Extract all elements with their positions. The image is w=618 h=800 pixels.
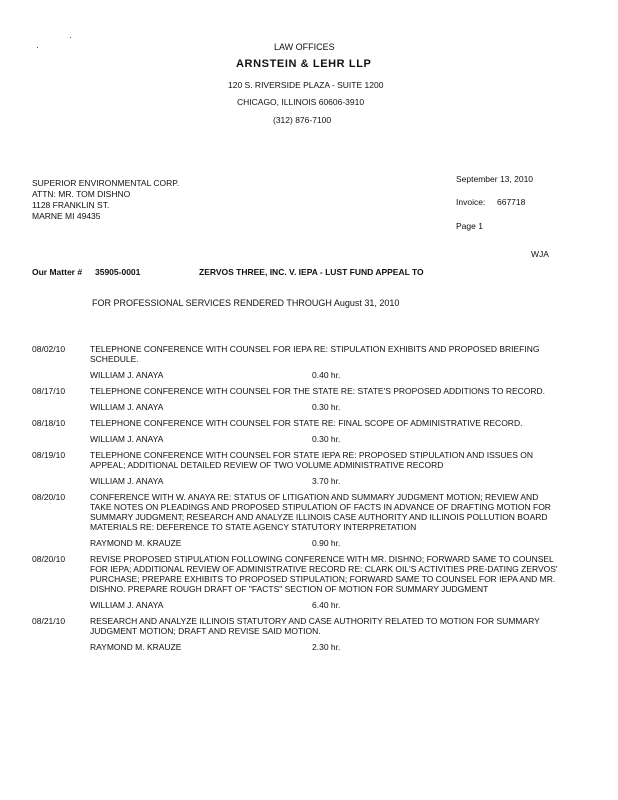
letterhead-heading: LAW OFFICES (274, 42, 335, 52)
entry-date: 08/21/10 (32, 616, 66, 626)
entry-hours: 0.30 hr. (312, 402, 341, 412)
firm-phone: (312) 876-7100 (273, 115, 332, 125)
time-entry (32, 616, 592, 652)
scan-speck (70, 37, 71, 38)
entry-attorney: WILLIAM J. ANAYA (90, 370, 164, 380)
invoice-date: September 13, 2010 (456, 174, 534, 184)
entry-attorney: WILLIAM J. ANAYA (90, 600, 164, 610)
entry-hours: 0.30 hr. (312, 434, 341, 444)
time-entries (32, 344, 592, 658)
entry-hours: 2.30 hr. (312, 642, 341, 652)
invoice-label: Invoice: (456, 197, 486, 207)
firm-address-line2: CHICAGO, ILLINOIS 60606-3910 (237, 97, 365, 107)
scan-speck (37, 47, 38, 48)
entry-hours: 6.40 hr. (312, 600, 341, 610)
entry-description: REVISE PROPOSED STIPULATION FOLLOWING CONFERENCE WITH MR. DISHNO; FORWARD SAME TO COUNSEL FOR IEPA; ADDITIONAL REVIEW OF ADMINISTRATIVE RECORD RE: CLARK OIL'S ACTIVITIES PRE-DATING ZERVOS' PURCHASE; PREPARE EXHIBITS TO PROPOSED STIPULATION; FORWARD SAME TO COUNSEL FOR IEPA AND MR. DISHNO. PREPARE ROUGH DRAFT OF "FACTS" SECTION OF MOTION FOR SUMMARY JUDGMENT (90, 554, 558, 594)
entry-description: TELEPHONE CONFERENCE WITH COUNSEL FOR THE STATE RE: STATE'S PROPOSED ADDITIONS TO RECORD. (90, 386, 546, 396)
page-number: Page 1 (456, 221, 483, 231)
entry-attorney: WILLIAM J. ANAYA (90, 476, 164, 486)
entry-attorney-row (90, 434, 592, 444)
client-city: MARNE MI 49435 (32, 211, 101, 221)
time-entry (32, 386, 592, 412)
time-entry (32, 344, 592, 380)
firm-address-line1: 120 S. RIVERSIDE PLAZA - SUITE 1200 (228, 80, 384, 90)
entry-attorney-row (90, 600, 592, 610)
entry-hours: 0.90 hr. (312, 538, 341, 548)
client-name: SUPERIOR ENVIRONMENTAL CORP. (32, 178, 180, 188)
time-entry (32, 492, 592, 548)
entry-hours: 3.70 hr. (312, 476, 341, 486)
entry-description: TELEPHONE CONFERENCE WITH COUNSEL FOR IEPA RE: STIPULATION EXHIBITS AND PROPOSED BRIEFING SCHEDULE. (90, 344, 540, 364)
entry-date: 08/20/10 (32, 492, 66, 502)
time-entry (32, 554, 592, 610)
entry-date: 08/20/10 (32, 554, 66, 564)
client-attn: ATTN: MR. TOM DISHNO (32, 189, 131, 199)
matter-number: 35905-0001 (95, 267, 141, 277)
firm-name: ARNSTEIN & LEHR LLP (236, 58, 372, 70)
entry-date: 08/02/10 (32, 344, 66, 354)
entry-description: TELEPHONE CONFERENCE WITH COUNSEL FOR STATE RE: FINAL SCOPE OF ADMINISTRATIVE RECORD. (90, 418, 523, 428)
time-entry (32, 418, 592, 444)
entry-attorney: RAYMOND M. KRAUZE (90, 642, 182, 652)
entry-hours: 0.40 hr. (312, 370, 341, 380)
entry-attorney-row (90, 476, 592, 486)
entry-attorney-row (90, 370, 592, 380)
entry-attorney: WILLIAM J. ANAYA (90, 402, 164, 412)
entry-date: 08/19/10 (32, 450, 66, 460)
matter-label: Our Matter # (32, 267, 83, 277)
entry-date: 08/17/10 (32, 386, 66, 396)
entry-description: TELEPHONE CONFERENCE WITH COUNSEL FOR STATE IEPA RE: PROPOSED STIPULATION AND ISSUES ON APPEAL; ADDITIONAL DETAILED REVIEW OF TWO VOLUME ADMINISTRATIVE RECORD (90, 450, 534, 470)
entry-attorney: WILLIAM J. ANAYA (90, 434, 164, 444)
invoice-number: 667718 (497, 197, 526, 207)
matter-title: ZERVOS THREE, INC. V. IEPA - LUST FUND APPEAL TO (199, 267, 424, 277)
time-entry (32, 450, 592, 486)
entry-attorney: RAYMOND M. KRAUZE (90, 538, 182, 548)
entry-description: RESEARCH AND ANALYZE ILLINOIS STATUTORY AND CASE AUTHORITY RELATED TO MOTION FOR SUMMARY JUDGMENT MOTION; DRAFT AND REVISE SAID MOTION. (90, 616, 540, 636)
client-street: 1128 FRANKLIN ST. (32, 200, 110, 210)
entry-attorney-row (90, 402, 592, 412)
entry-date: 08/18/10 (32, 418, 66, 428)
services-rendered-line: FOR PROFESSIONAL SERVICES RENDERED THROUGH August 31, 2010 (92, 298, 400, 308)
entry-attorney-row (90, 642, 592, 652)
entry-attorney-row (90, 538, 592, 548)
attorney-initials: WJA (531, 249, 549, 259)
entry-description: CONFERENCE WITH W. ANAYA RE: STATUS OF LITIGATION AND SUMMARY JUDGMENT MOTION; REVIEW AND TAKE NOTES ON PLEADINGS AND PROPOSED STIPULATION OF FACTS IN ADVANCE OF DRAFTING MOTION FOR SUMMARY JUDGMENT; RESEARCH AND ANALYZE ILLINOIS CASE AUTHORITY AND ILLINOIS POLLUTION BOARD MATERIALS RE: DEFERENCE TO STATE AGENCY STATUTORY INTERPRETATION (90, 492, 551, 532)
